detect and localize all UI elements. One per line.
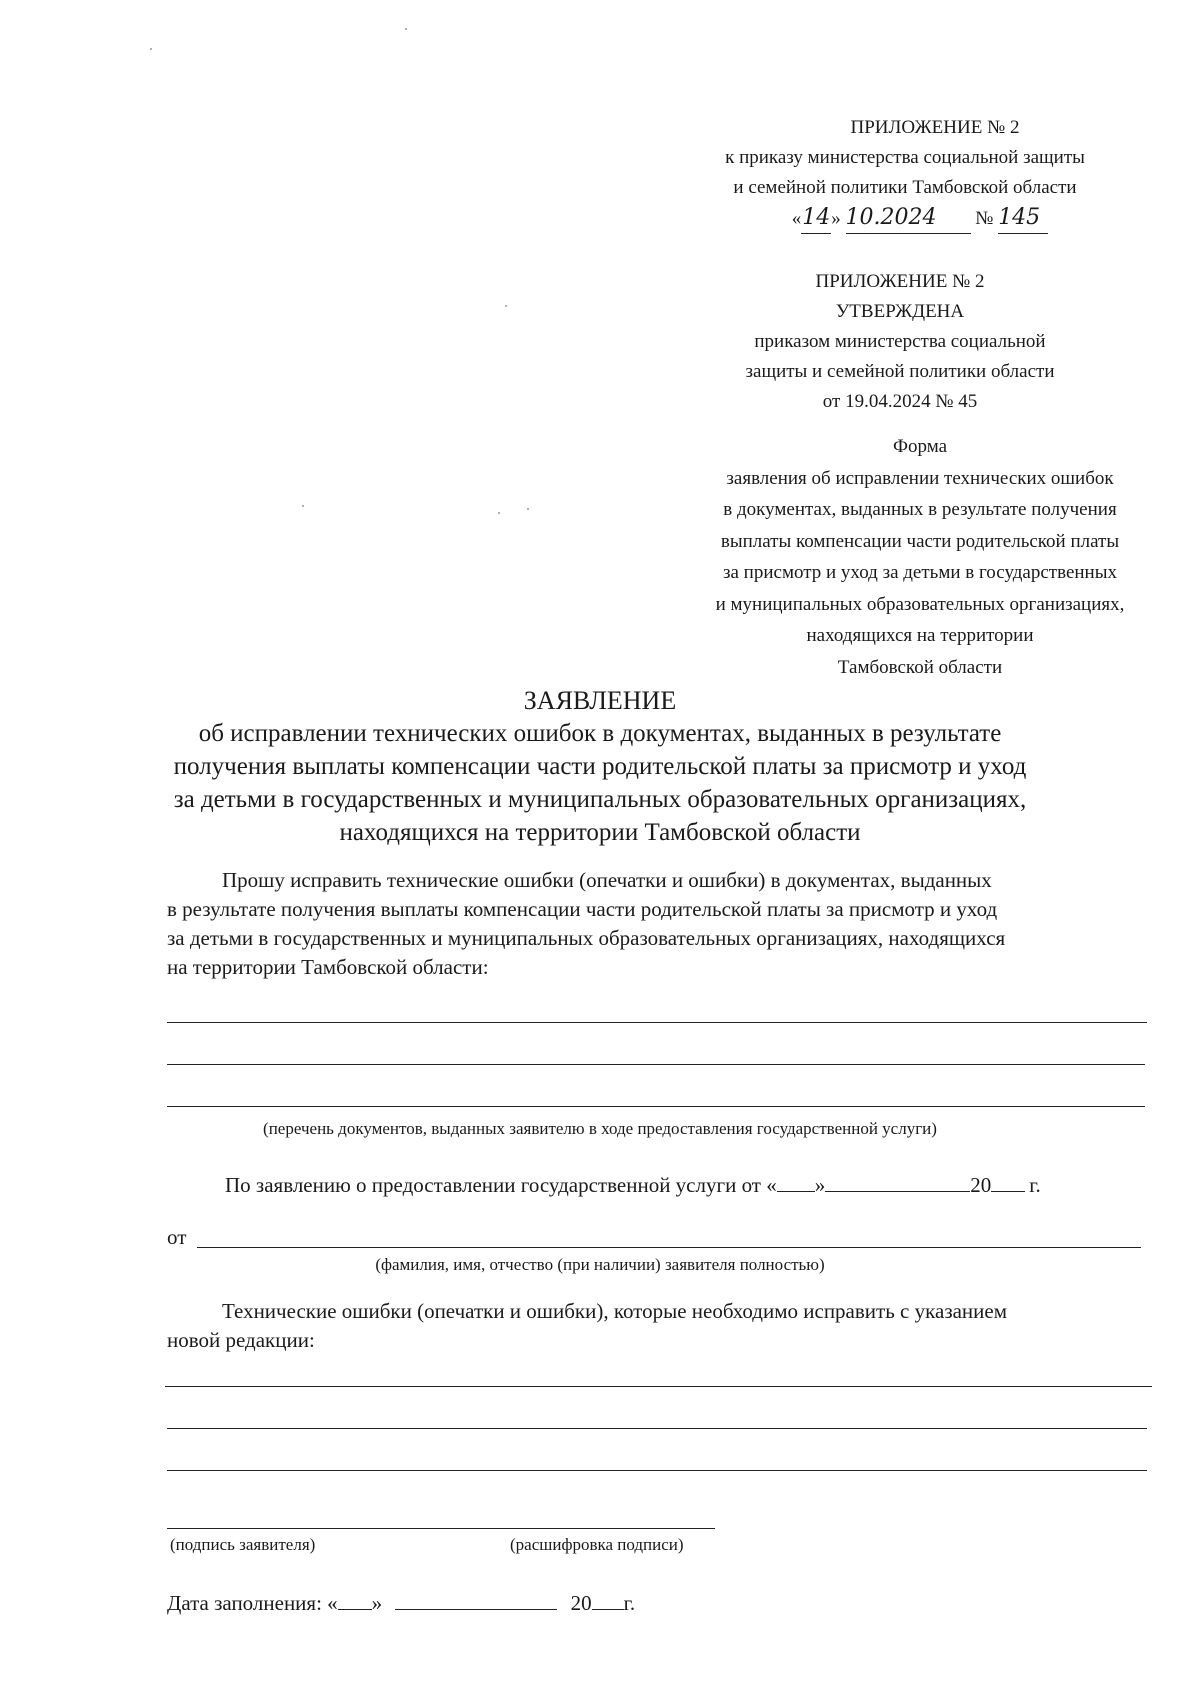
date-day-handwritten: 14 (801, 203, 831, 234)
para2-line2: новой редакции: (167, 1328, 315, 1352)
form-caption-line6: и муниципальных образовательных организациях, (715, 593, 1125, 615)
date-close-quote: » (831, 208, 841, 229)
filling-date-month-field[interactable] (395, 1589, 557, 1610)
order-number-label: № (975, 208, 994, 229)
corrections-line-1[interactable] (165, 1386, 1152, 1387)
scan-speck (405, 28, 407, 30)
scan-speck (527, 508, 529, 510)
filling-date-year-prefix: 20 (570, 1591, 592, 1615)
document-subtitle-line3: за детьми в государственных и муниципальных образовательных организациях, (173, 786, 1027, 813)
order-number-handwritten: 145 (998, 203, 1048, 234)
header2-line5: от 19.04.2024 № 45 (822, 391, 978, 412)
para1-line1: Прошу исправить технические ошибки (опечатки и ошибки) в документах, выданных (222, 868, 992, 892)
form-caption-line3: в документах, выданных в результате получения (723, 499, 1117, 520)
signature-line[interactable] (167, 1528, 715, 1529)
statement-day-field[interactable] (777, 1171, 815, 1192)
form-caption-block (640, 431, 1200, 683)
filling-date-row (167, 1589, 635, 1616)
statement-prefix: По заявлению о предоставлении государственной услуги от « (225, 1173, 777, 1197)
header1-line3: и семейной политики Тамбовской области (733, 177, 1077, 198)
scan-speck (150, 48, 152, 50)
filling-date-year-field[interactable] (592, 1589, 624, 1610)
header2-line2: УТВЕРЖДЕНА (835, 301, 965, 322)
scan-speck (302, 505, 304, 507)
statement-year-suffix: г. (1029, 1173, 1041, 1197)
scan-speck (505, 305, 507, 307)
applicant-name-caption: (фамилия, имя, отчество (при наличии) заявителя полностью) (375, 1255, 825, 1274)
statement-row (225, 1171, 1041, 1198)
scan-speck (498, 512, 500, 514)
statement-close-quote: » (814, 1173, 826, 1197)
statement-year-field[interactable] (991, 1171, 1025, 1192)
date-open-quote: « (791, 208, 802, 229)
statement-year-prefix: 20 (970, 1173, 992, 1197)
statement-month-field[interactable] (825, 1171, 970, 1192)
header2-line3: приказом министерства социальной (754, 331, 1046, 352)
header-appendix-order (640, 113, 1170, 234)
header1-date-row (640, 203, 1170, 234)
document-title: ЗАЯВЛЕНИЕ (523, 686, 677, 715)
form-caption-line8: Тамбовской области (837, 656, 1003, 678)
document-subtitle-line4: находящихся на территории Тамбовской области (339, 819, 861, 846)
corrections-line-3[interactable] (167, 1470, 1147, 1471)
filling-date-year-suffix: г. (623, 1591, 636, 1615)
form-caption-line4: выплаты компенсации части родительской платы (720, 530, 1120, 552)
document-subtitle-line1: об исправлении технических ошибок в документах, выданных в результате (198, 720, 1002, 747)
filling-date-close-quote: » (371, 1591, 383, 1615)
para1-line3: за детьми в государственных и муниципальных образовательных организациях, находящихся (167, 926, 1006, 950)
documents-list-line-1[interactable] (167, 1022, 1147, 1023)
filling-date-day-field[interactable] (338, 1589, 372, 1610)
applicant-name-field[interactable] (197, 1247, 1141, 1248)
documents-list-caption: (перечень документов, выданных заявителю в ходе предоставления государственной услуги) (263, 1119, 937, 1138)
form-caption-line5: за присмотр и уход за детьми в государственных (722, 562, 1117, 583)
header1-line1: ПРИЛОЖЕНИЕ № 2 (850, 117, 1020, 138)
documents-list-line-3[interactable] (167, 1106, 1145, 1107)
form-caption-line1: Форма (892, 436, 948, 457)
date-month-year-handwritten: 10.2024 (846, 203, 971, 234)
header-approved-block (620, 267, 1180, 417)
para1-line2: в результате получения выплаты компенсации части родительской платы за присмотр и уход (167, 897, 998, 921)
filling-date-label: Дата заполнения: « (167, 1591, 338, 1615)
documents-list-line-2[interactable] (167, 1064, 1145, 1065)
header2-line4: защиты и семейной политики области (745, 361, 1055, 382)
header2-line1: ПРИЛОЖЕНИЕ № 2 (815, 271, 985, 292)
signature-decode-caption: (расшифровка подписи) (510, 1535, 684, 1554)
para2-line1: Технические ошибки (опечатки и ошибки), которые необходимо исправить с указанием (222, 1299, 1008, 1323)
corrections-line-2[interactable] (167, 1428, 1147, 1429)
form-caption-line7: находящихся на территории (806, 625, 1034, 646)
para1-line4: на территории Тамбовской области: (167, 955, 489, 979)
signature-caption: (подпись заявителя) (170, 1535, 316, 1554)
header1-line2: к приказу министерства социальной защиты (725, 147, 1085, 168)
form-caption-line2: заявления об исправлении технических ошибок (726, 467, 1114, 489)
document-subtitle-line2: получения выплаты компенсации части родительской платы за присмотр и уход (173, 753, 1027, 780)
from-label: от (167, 1225, 187, 1249)
